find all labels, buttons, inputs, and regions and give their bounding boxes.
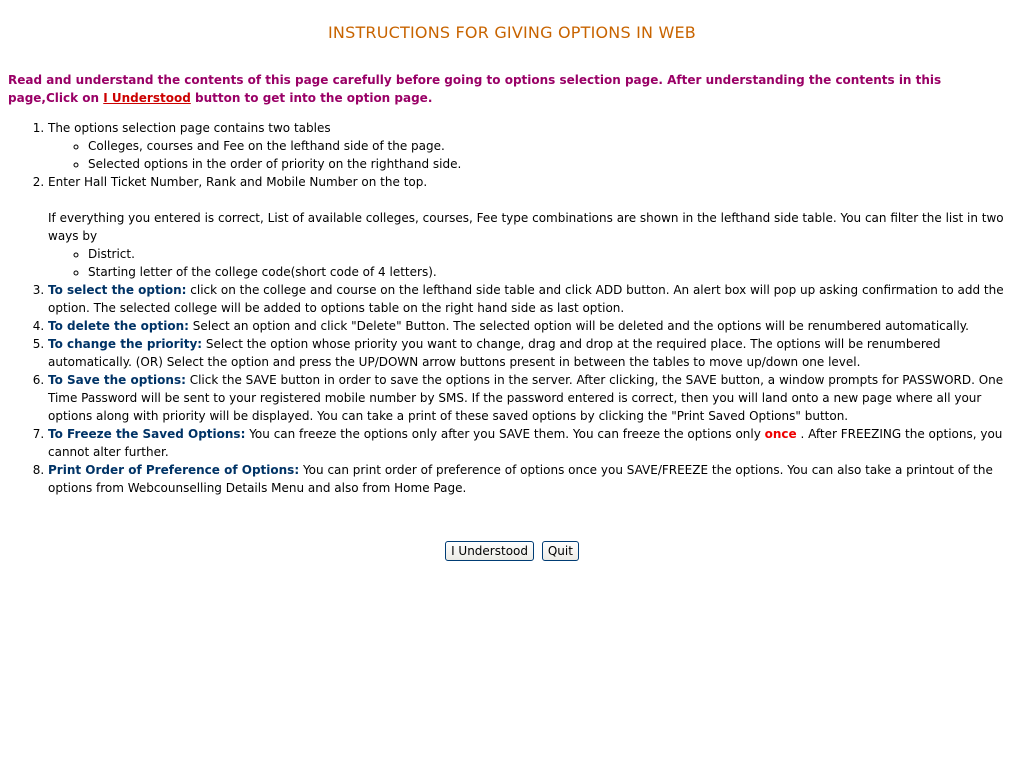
sub-list-item: ◦ Starting letter of the college code(short code of 4 letters). [88,263,1014,281]
step-3-text: click on the college and course on the lefthand side table and click ADD button. An alert box will pop up asking confirmation to add the option. The selected college will be added to options table on the right hand side as last option. [48,283,1004,315]
list-item [48,371,1014,425]
step-1-text: The options selection page contains two tables [48,121,331,135]
list-item [48,173,1014,281]
step-8-keyword: Print Order of Preference of Options: [48,463,300,477]
list-item [48,281,1014,317]
step-4-keyword: To delete the option: [48,319,189,333]
intro-paragraph [8,71,1012,107]
once-emphasis: once [764,427,797,441]
step-6-text: Click the SAVE button in order to save the options in the server. After clicking, the SAVE button, a window prompts for PASSWORD. One Time Password will be sent to your registered mobile number by SMS. If the password entered is correct, then you will land onto a new page where all your options along with priority will be displayed. You can take a print of these saved options by clicking the "Print Saved Options" button. [48,373,1004,423]
step-7-text-before: You can freeze the options only after you SAVE them. You can freeze the options only [245,427,765,441]
list-item [48,425,1014,461]
instructions-list [8,119,1014,497]
list-item [48,317,1014,335]
intro-text-before: Read and understand the contents of this page carefully before going to options selection page. After understanding the contents in this page,Click on [8,73,942,105]
sub-list-item: ◦ Colleges, courses and Fee on the lefthand side of the page. [88,137,1014,155]
button-bar [0,541,1024,561]
sub-list [48,245,1014,281]
step-2-text: Enter Hall Ticket Number, Rank and Mobile Number on the top. [48,175,428,189]
spacer [48,191,1014,209]
step-5-keyword: To change the priority: [48,337,203,351]
sub-list-item: ◦ Selected options in the order of priority on the righthand side. [88,155,1014,173]
step-7-text-after: . After FREEZING the options, you cannot alter further. [48,427,1003,459]
sub-list [48,137,1014,173]
list-item [48,335,1014,371]
quit-button[interactable]: Quit [542,541,579,561]
step-2-text-extra: If everything you entered is correct, List of available colleges, courses, Fee type combinations are shown in the lefthand side table. You can filter the list in two ways by [48,211,1004,243]
step-4-text: Select an option and click "Delete" Button. The selected option will be deleted and the options will be renumbered automatically. [188,319,969,333]
i-understood-link[interactable]: I Understood [103,91,191,105]
step-5-text: Select the option whose priority you want to change, drag and drop at the required place. The options will be renumbered automatically. (OR) Select the option and press the UP/DOWN arrow buttons present in between the tables to move up/down one level. [48,337,941,369]
page-title: INSTRUCTIONS FOR GIVING OPTIONS IN WEB [328,23,696,42]
step-8-text: You can print order of preference of options once you SAVE/FREEZE the options. You can also take a printout of the options from Webcounselling Details Menu and also from Home Page. [48,463,993,495]
list-item [48,119,1014,173]
step-7-keyword: To Freeze the Saved Options: [48,427,246,441]
list-item [48,461,1014,497]
intro-text-after: button to get into the option page. [190,91,433,105]
step-3-keyword: To select the option: [48,283,187,297]
sub-list-item: ◦ District. [88,245,1014,263]
i-understood-button[interactable]: I Understood [445,541,534,561]
step-6-keyword: To Save the options: [48,373,186,387]
